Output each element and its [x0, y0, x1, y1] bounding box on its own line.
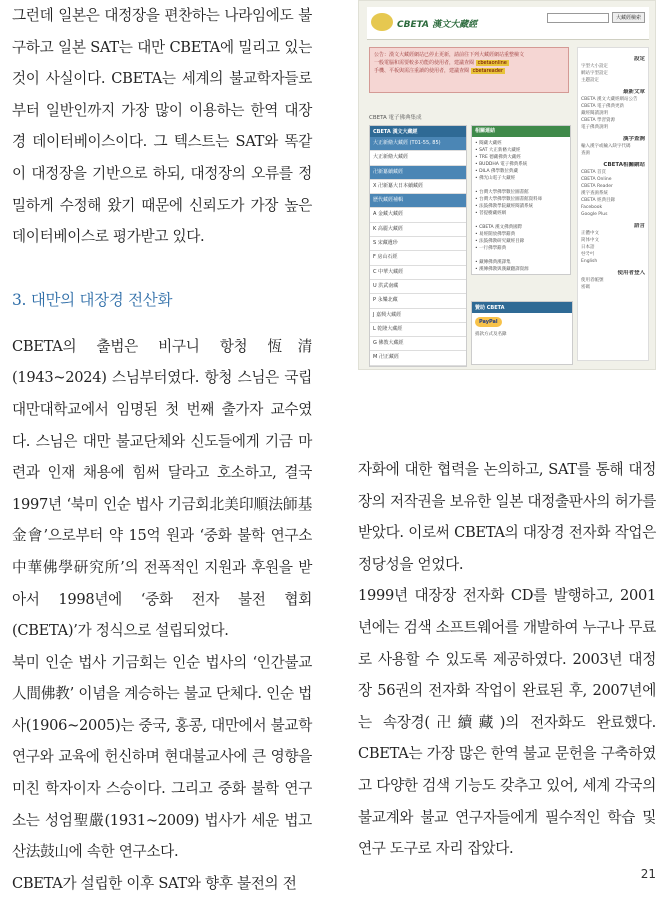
- sidebar-item: CBETA 首頁: [581, 170, 606, 175]
- site-title: CBETA 漢文大藏經: [397, 20, 478, 30]
- link-item: • 法鼓佛教研究藏經目錄: [475, 239, 525, 244]
- link-item: • 漢傳佛教與漢藏翻譯資源: [475, 267, 529, 272]
- section-heading: 3. 대만의 대장경 전산화: [12, 290, 173, 309]
- notice-line: 手機、平板與需注重讀的使用者，建議查閱 cbetareader: [374, 68, 504, 74]
- menu-item: X 卍新纂大日本續藏經: [370, 180, 466, 194]
- sidebar-item: English: [581, 259, 598, 264]
- menu-item: J 嘉興大藏經: [370, 309, 466, 323]
- sidebar-item: CBETA Reader: [581, 184, 613, 189]
- link-item: • 藏傳佛典漢譯集: [475, 260, 511, 265]
- menu-item: 卍新纂續藏經: [370, 166, 466, 180]
- cbeta-logo-icon: [371, 13, 393, 31]
- link-item: • TRE 德藏佛典大藏經: [475, 155, 521, 160]
- left-column: [12, 0, 312, 899]
- paragraph-cbeta-origin: CBETA의 출범은 비구니 항청 恆清(1943~2024) 스님부터였다. 항청 스님은 국립대만대학교에서 임명된 첫 번째 출가자 교수였다. 스님은 대만 불교단체와 신도들에게 기금 마련과 인재 채용에 힘써 달라고 호소하고, 결국 1997년 ‘북미 인순 법사 기금회北美印順法師基金會’으로부터 약 15억 원과 ‘중화 불학 연구소中華佛學研究所’의 전폭적인 지원과 후원을 받아서 1998년에 ‘중화 전자 불전 협회(CBETA)’가 정식으로 설립되었다.: [12, 337, 312, 640]
- site-header: [367, 7, 649, 40]
- donate-box: [471, 301, 573, 365]
- cbeta-website-screenshot: [358, 0, 656, 370]
- sidebar-item: CBETA 漢文大藏經網站公告: [581, 97, 638, 102]
- link-item: • BUDDHA 電子佛典系統: [475, 162, 528, 167]
- sidebar-item: CBETA 經典目錄: [581, 198, 615, 203]
- search-input: [547, 13, 609, 23]
- sidebar-item: 漢字查詢系統: [581, 191, 608, 196]
- menu-item: 大正新脩大藏經: [370, 151, 466, 165]
- menu-header: CBETA 漢文大藏經: [370, 126, 466, 137]
- link-item: • 易經開放佛學辭典: [475, 232, 516, 237]
- sidebar-item: 電子佛典說明: [581, 125, 608, 130]
- site-subtitle: CBETA 電子佛典集成: [369, 115, 422, 121]
- menu-item: S 宋藏遺珍: [370, 237, 466, 251]
- sidebar-item: Facebook: [581, 205, 603, 210]
- paragraph-continued: CBETA가 설립한 이후 SAT와 향후 불전의 전: [12, 874, 297, 892]
- donate-header: 贊助 CBETA: [472, 302, 572, 313]
- notice-line: 公告：漢文大藏經網站已停止更新，請前往下列大藏經網站重整檢文: [374, 52, 525, 58]
- link-item: • 台灣大學佛學數位圖書館資料庫: [475, 197, 543, 202]
- sidebar-item: 密碼: [581, 285, 590, 290]
- sidebar-item: 查詢: [581, 151, 590, 156]
- link-item: • CBETA 漢文佛典國際: [475, 225, 523, 230]
- menu-item: C 中華大藏經: [370, 266, 466, 280]
- link-item: • 法鼓佛教學院藏經閱讀系統: [475, 204, 534, 209]
- links-header: 相關連結: [472, 126, 570, 137]
- sidebar-item: 日本語: [581, 245, 595, 250]
- link-item: • 閱藏大藏經: [475, 141, 502, 146]
- sidebar-item: 網站字型設定: [581, 71, 608, 76]
- link-item: [475, 217, 567, 224]
- sidebar-item: Google Plus: [581, 212, 608, 217]
- sidebar-item: 藏經閱讀說明: [581, 111, 608, 116]
- search-button: 大藏經檢索: [612, 12, 645, 23]
- sidebar-section-title: 漢字查詢: [622, 136, 645, 142]
- site-sidebar: [577, 47, 649, 361]
- sidebar-section-title: 使用者登入: [617, 270, 645, 276]
- link-item: • 佛光山電子大藏經: [475, 176, 516, 181]
- paragraph-foundation: 북미 인순 법사 기금회는 인순 법사의 ‘인간불교人間佛教’ 이념을 계승하는 불교 단체다. 인순 법사(1906~2005)는 중국, 홍콩, 대만에서 불교학 연구와 교육에 헌신하며 현대불교사에 큰 영향을 미친 학자이자 스승이다. 그리고 중화 불학 연구소는 성엄聖嚴(1931~2009) 법사가 세운 법고산法鼓山에 속한 연구소다.: [12, 653, 312, 861]
- notice-highlight: cbetareader: [472, 68, 504, 74]
- link-item: [475, 182, 567, 189]
- sidebar-section-title: 語言: [633, 223, 645, 229]
- sidebar-section-title: 最新文章: [622, 89, 645, 95]
- sidebar-item: 主題設定: [581, 78, 599, 83]
- paragraph-permission: 자화에 대한 협력을 논의하고, SAT를 통해 대정장의 저작권을 보유한 일본 대정출판사의 허가를 받았다. 이로써 CBETA의 대장경 전자화 작업은 정당성을 얻었다.: [358, 461, 656, 573]
- sidebar-item: 輸入漢字或輸入缺字代碼: [581, 144, 631, 149]
- donate-link: 捐款方式及名錄: [475, 332, 507, 337]
- link-item: [475, 252, 567, 259]
- menu-item: U 洪武南藏: [370, 280, 466, 294]
- sidebar-item: CBETA 學習資源: [581, 118, 615, 123]
- link-item: • 一行佛學辭典: [475, 246, 507, 251]
- menu-item: 歷代藏經補輯: [370, 194, 466, 208]
- menu-item: G 佛教大藏經: [370, 337, 466, 351]
- notice-box: [369, 47, 569, 93]
- menu-item: P 永樂北藏: [370, 294, 466, 308]
- menu-item: L 乾隆大藏經: [370, 323, 466, 337]
- menu-item: 大正新脩大藏經 (T01-55, 85): [370, 137, 466, 151]
- menu-item: M 卍正藏經: [370, 351, 466, 365]
- paragraph-intro: 그런데 일본은 대정장을 편찬하는 나라임에도 불구하고 일본 SAT는 대만 CBETA에 밀리고 있는 것이 사실이다. CBETA는 세계의 불교학자들로부터 일반인까지 가장 많이 이용하는 한역 대장경 데이터베이스이다. 그 텍스트는 SAT와 똑같이 대정장을 기반으로 하되, 대정장의 오류를 정밀하게 수정해 왔기 때문에 신뢰도가 가장 높은 데이터베이스로 평가받고 있다.: [12, 7, 312, 246]
- menu-item: A 金藏大藏經: [370, 208, 466, 222]
- sidebar-section-title: 設定: [633, 56, 645, 62]
- sidebar-item: 简体中文: [581, 238, 599, 243]
- link-item: • DILA 佛學數位典藏: [475, 169, 518, 174]
- right-column: [358, 454, 656, 865]
- related-links-box: [471, 125, 571, 275]
- sidebar-item: 한국어: [581, 252, 595, 257]
- page-number: 21: [640, 867, 656, 881]
- link-item: • 菩提樹藏經網: [475, 211, 507, 216]
- sidebar-item: 字型大小設定: [581, 64, 608, 69]
- link-item: • 台灣大學佛學數位圖書館: [475, 190, 529, 195]
- link-item: • SAT 大正新脩大藏經: [475, 148, 521, 153]
- sidebar-item: 使用者帳號: [581, 278, 604, 283]
- sidebar-item: CBETA 電子佛典更新: [581, 104, 624, 109]
- menu-item: K 高麗大藏經: [370, 223, 466, 237]
- notice-line: 一般電腦和需要較多功能的使用者，建議查閱 cbetaonline: [374, 60, 507, 66]
- menu-item: F 房山石經: [370, 251, 466, 265]
- canon-menu: [369, 125, 467, 367]
- paragraph-development: 1999년 대장장 전자화 CD를 발행하고, 2001년에는 검색 소프트웨어를 개발하여 누구나 무료로 사용할 수 있도록 제공하였다. 2003년 대정장 56권의 전자화 작업이 완료된 후, 2007년에는 속장경(卍續藏)의 전자화도 완료했다. CBETA는 가장 많은 한역 불교 문헌을 구축하였고 다양한 검색 기능도 갖추고 있어, 세계 각국의 불교계와 불교 연구자들에게 필수적인 학습 및 연구 도구로 자리 잡았다.: [358, 587, 656, 858]
- sidebar-section-title: CBETA相關網站: [603, 162, 645, 168]
- sidebar-item: CBETA Online: [581, 177, 612, 182]
- sidebar-item: 正體中文: [581, 231, 599, 236]
- paypal-badge: PayPal: [475, 317, 502, 327]
- notice-highlight: cbetaonline: [477, 60, 507, 66]
